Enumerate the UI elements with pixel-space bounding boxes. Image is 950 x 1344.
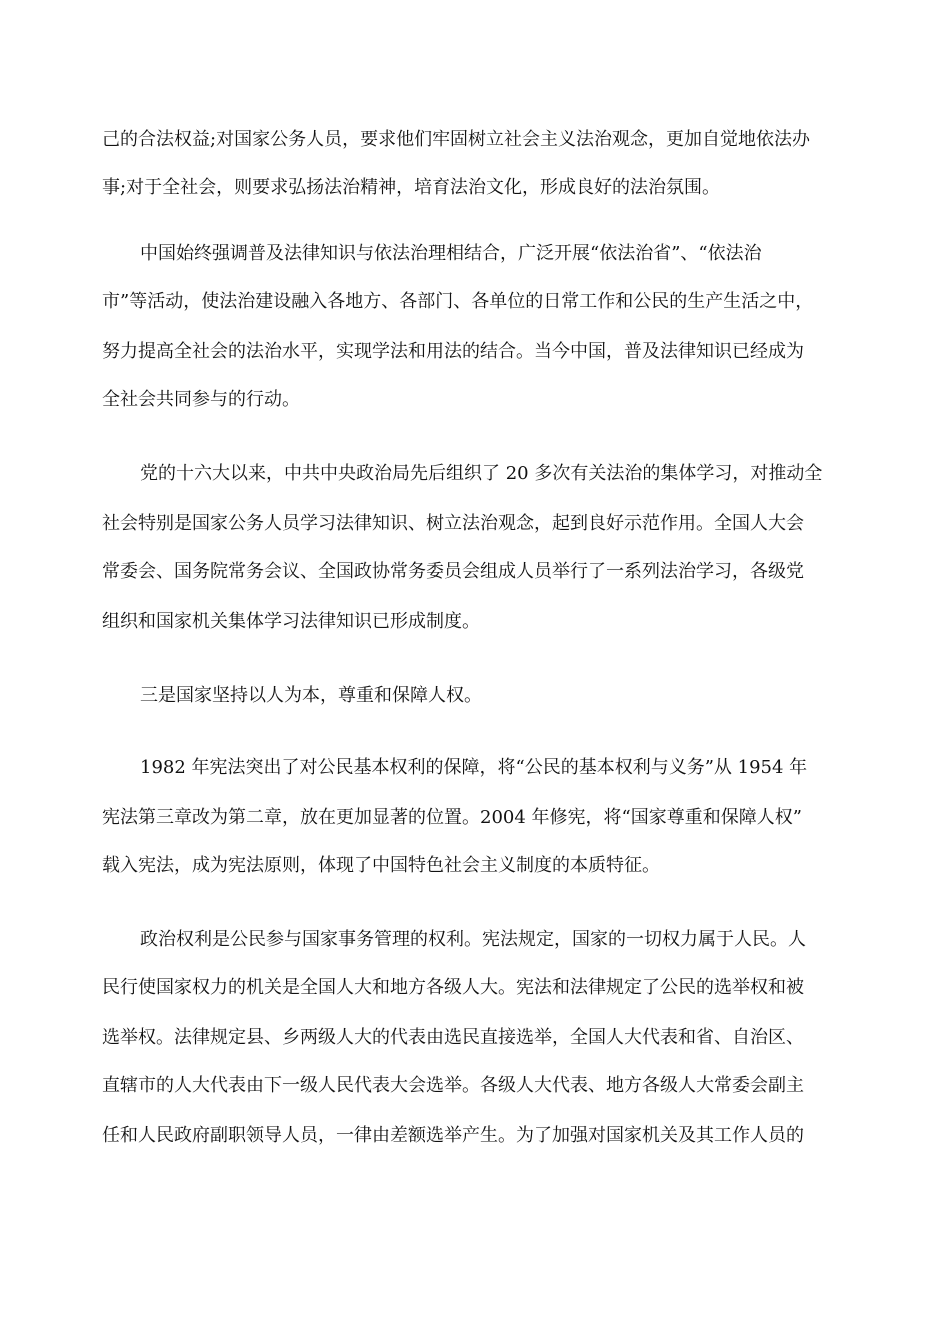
- paragraph-2-line-4: 全社会共同参与的行动。: [102, 389, 300, 410]
- paragraph-3-line-3: 常委会、国务院常务会议、全国政协常务委员会组成人员举行了一系列法治学习，各级党: [102, 561, 804, 582]
- paragraph-6-line-2: 民行使国家权力的机关是全国人大和地方各级人大。宪法和法律规定了公民的选举权和被: [102, 977, 804, 998]
- paragraph-6-line-1: 政治权利是公民参与国家事务管理的权利。宪法规定，国家的一切权力属于人民。人: [140, 929, 806, 950]
- paragraph-6-line-5: 任和人民政府副职领导人员，一律由差额选举产生。为了加强对国家机关及其工作人员的: [102, 1125, 804, 1146]
- paragraph-3-line-2: 社会特别是国家公务人员学习法律知识、树立法治观念，起到良好示范作用。全国人大会: [102, 513, 804, 534]
- paragraph-4-line-1: 三是国家坚持以人为本，尊重和保障人权。: [140, 685, 482, 706]
- paragraph-2-line-1: 中国始终强调普及法律知识与依法治理相结合，广泛开展“依法治省”、“依法治: [140, 243, 762, 264]
- paragraph-2-line-2: 市”等活动，使法治建设融入各地方、各部门、各单位的日常工作和公民的生产生活之中，: [102, 291, 814, 312]
- paragraph-6-line-4: 直辖市的人大代表由下一级人民代表大会选举。各级人大代表、地方各级人大常委会副主: [102, 1075, 804, 1096]
- paragraph-5-line-3: 载入宪法，成为宪法原则，体现了中国特色社会主义制度的本质特征。: [102, 855, 660, 876]
- paragraph-3-line-4: 组织和国家机关集体学习法律知识已形成制度。: [102, 611, 480, 632]
- paragraph-1-line-1: 己的合法权益;对国家公务人员，要求他们牢固树立社会主义法治观念，更加自觉地依法办: [102, 129, 811, 150]
- paragraph-5-line-2: 宪法第三章改为第二章，放在更加显著的位置。2004 年修宪，将“国家尊重和保障人权”: [102, 807, 802, 828]
- paragraph-6-line-3: 选举权。法律规定县、乡两级人大的代表由选民直接选举，全国人大代表和省、自治区、: [102, 1027, 804, 1048]
- paragraph-5-line-1: 1982 年宪法突出了对公民基本权利的保障，将“公民的基本权利与义务”从 1954 年: [140, 757, 808, 778]
- paragraph-2-line-3: 努力提高全社会的法治水平，实现学法和用法的结合。当今中国，普及法律知识已经成为: [102, 341, 804, 362]
- paragraph-1-line-2: 事;对于全社会，则要求弘扬法治精神，培育法治文化，形成良好的法治氛围。: [102, 177, 721, 198]
- paragraph-3-line-1: 党的十六大以来，中共中央政治局先后组织了 20 多次有关法治的集体学习，对推动全: [140, 463, 823, 484]
